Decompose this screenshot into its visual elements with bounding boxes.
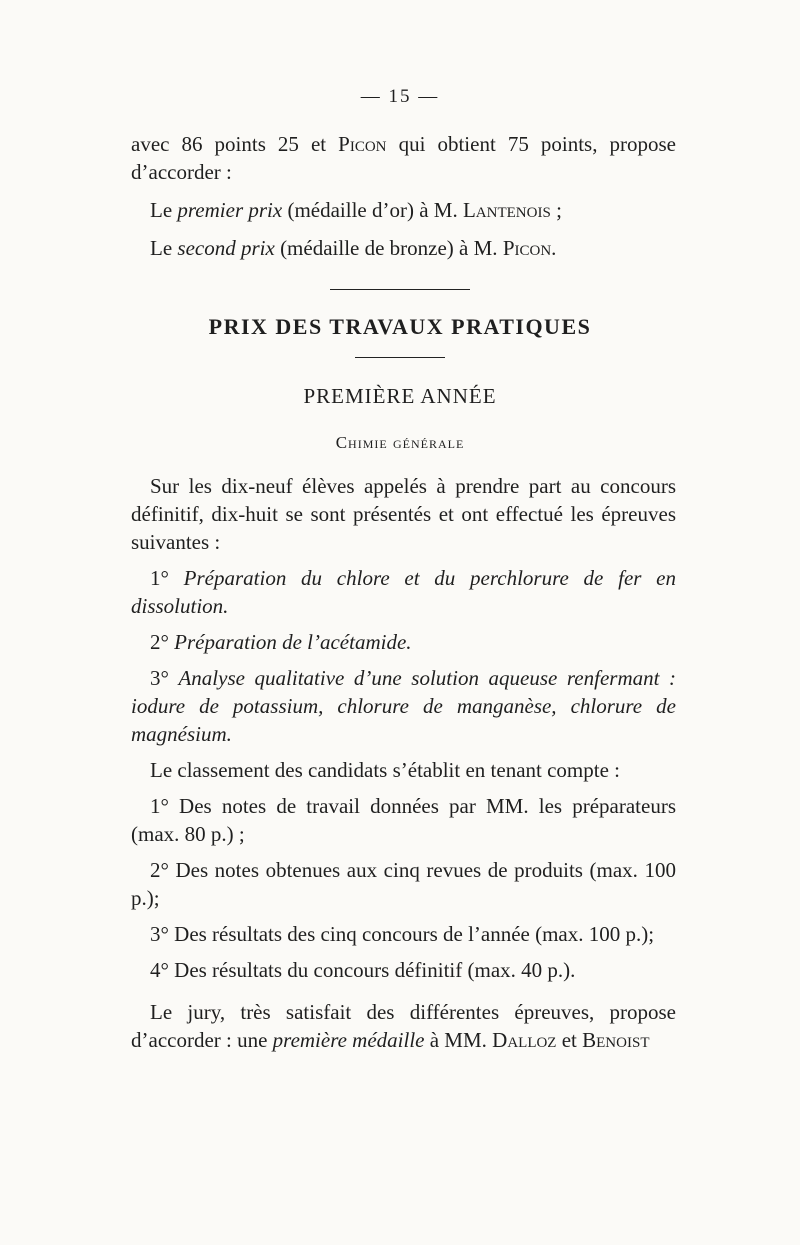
name-dalloz: Dalloz	[492, 1028, 557, 1052]
criterion-4: 4° Des résultats du concours définitif (max. 40 p.).	[150, 958, 576, 982]
criterion-2: 2° Des notes obtenues aux cinq revues de produits (max. 100 p.);	[131, 858, 676, 910]
subject-heading: Chimie générale	[335, 433, 465, 452]
body-paragraphs	[131, 472, 676, 1054]
top-paragraphs	[131, 130, 676, 262]
name-picon: Picon	[338, 132, 387, 156]
paragraph-participants: Sur les dix-neuf élèves appelés à prendre part au concours définitif, dix-huit se sont présentés et ont effectué les épreuves suivantes :	[131, 474, 676, 554]
test-item-1: 1° Préparation du chlore et du perchlorure de fer en dissolution.	[131, 566, 676, 618]
heading-underline	[355, 357, 445, 358]
second-prize-line: Le second prix (médaille de bronze) à M. Picon.	[150, 236, 557, 260]
test-item-2: 2° Préparation de l’acétamide.	[150, 630, 412, 654]
test-item-3: 3° Analyse qualitative d’une solution aqueuse renfermant : iodure de potassium, chlorure de manganèse, chlorure de magnésium.	[131, 666, 677, 746]
criterion-1: 1° Des notes de travail données par MM. les préparateurs (max. 80 p.) ;	[131, 794, 676, 846]
name-benoist: Benoist	[582, 1028, 650, 1052]
section-divider	[330, 289, 470, 290]
first-prize-line: Le premier prix (médaille d’or) à M. Lantenois ;	[150, 198, 562, 222]
paragraph-ranking: Le classement des candidats s’établit en tenant compte :	[150, 758, 620, 782]
year-heading: PREMIÈRE ANNÉE	[303, 384, 497, 408]
criterion-3: 3° Des résultats des cinq concours de l’année (max. 100 p.);	[150, 922, 655, 946]
paragraph-jury-medal: Le jury, très satisfait des différentes épreuves, propose d’accorder : une première médaille à MM. Dalloz et Benoist	[131, 1000, 676, 1052]
name-picon-2: Picon	[502, 236, 552, 260]
paragraph-jury-proposal: avec 86 points 25 et Picon qui obtient 75 points, propose d’accorder :	[131, 132, 676, 184]
section-heading: PRIX DES TRAVAUX PRATIQUES	[208, 314, 592, 339]
page-number: — 15 —	[360, 86, 440, 107]
name-lantenois: Lantenois	[462, 198, 551, 222]
